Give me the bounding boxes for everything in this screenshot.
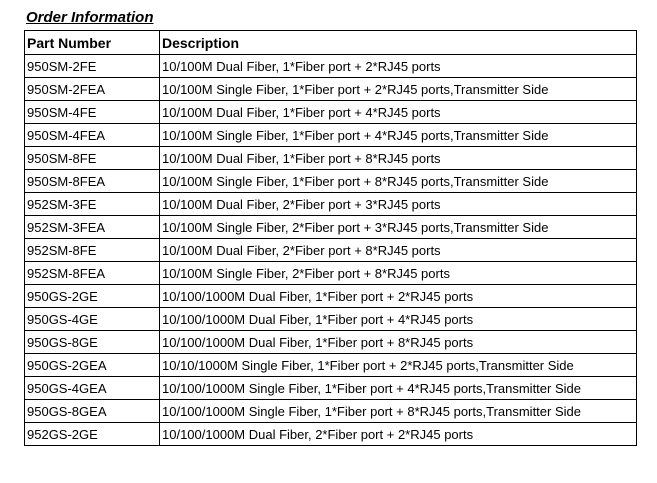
part-number-cell: 950SM-2FE [25, 55, 160, 78]
table-row [25, 262, 637, 285]
table-row [25, 331, 637, 354]
table-row [25, 124, 637, 147]
table-row [25, 170, 637, 193]
header-part-number: Part Number [25, 31, 160, 55]
table-row [25, 239, 637, 262]
part-number-cell: 950GS-4GE [25, 308, 160, 331]
order-information-table [24, 30, 637, 446]
section-title: Order Information [26, 9, 154, 26]
part-number-cell: 950GS-8GE [25, 331, 160, 354]
table-row [25, 147, 637, 170]
description-cell: 10/100M Single Fiber, 1*Fiber port + 2*RJ45 ports,Transmitter Side [160, 78, 637, 101]
description-cell: 10/100/1000M Single Fiber, 1*Fiber port + 8*RJ45 ports,Transmitter Side [160, 400, 637, 423]
table-row [25, 55, 637, 78]
table-row [25, 423, 637, 446]
part-number-cell: 952SM-3FEA [25, 216, 160, 239]
part-number-cell: 952SM-8FEA [25, 262, 160, 285]
description-cell: 10/100M Dual Fiber, 2*Fiber port + 8*RJ45 ports [160, 239, 637, 262]
description-cell: 10/100M Single Fiber, 1*Fiber port + 8*RJ45 ports,Transmitter Side [160, 170, 637, 193]
description-cell: 10/100M Dual Fiber, 1*Fiber port + 8*RJ45 ports [160, 147, 637, 170]
description-cell: 10/100M Dual Fiber, 1*Fiber port + 2*RJ45 ports [160, 55, 637, 78]
description-cell: 10/100/1000M Single Fiber, 1*Fiber port + 4*RJ45 ports,Transmitter Side [160, 377, 637, 400]
part-number-cell: 950GS-2GE [25, 285, 160, 308]
table-row [25, 354, 637, 377]
part-number-cell: 950GS-4GEA [25, 377, 160, 400]
description-cell: 10/10/1000M Single Fiber, 1*Fiber port + 2*RJ45 ports,Transmitter Side [160, 354, 637, 377]
table-row [25, 193, 637, 216]
description-cell: 10/100/1000M Dual Fiber, 1*Fiber port + 4*RJ45 ports [160, 308, 637, 331]
description-cell: 10/100M Single Fiber, 2*Fiber port + 8*RJ45 ports [160, 262, 637, 285]
description-cell: 10/100M Single Fiber, 1*Fiber port + 4*RJ45 ports,Transmitter Side [160, 124, 637, 147]
header-description: Description [160, 31, 637, 55]
description-cell: 10/100M Single Fiber, 2*Fiber port + 3*RJ45 ports,Transmitter Side [160, 216, 637, 239]
part-number-cell: 950GS-2GEA [25, 354, 160, 377]
part-number-cell: 950SM-4FE [25, 101, 160, 124]
table-row [25, 78, 637, 101]
description-cell: 10/100/1000M Dual Fiber, 2*Fiber port + 2*RJ45 ports [160, 423, 637, 446]
table-row [25, 377, 637, 400]
part-number-cell: 952SM-8FE [25, 239, 160, 262]
part-number-cell: 950SM-8FEA [25, 170, 160, 193]
part-number-cell: 952SM-3FE [25, 193, 160, 216]
description-cell: 10/100/1000M Dual Fiber, 1*Fiber port + 8*RJ45 ports [160, 331, 637, 354]
table-row [25, 400, 637, 423]
part-number-cell: 950SM-8FE [25, 147, 160, 170]
table-row [25, 308, 637, 331]
part-number-cell: 950GS-8GEA [25, 400, 160, 423]
part-number-cell: 950SM-4FEA [25, 124, 160, 147]
table-row [25, 216, 637, 239]
description-cell: 10/100M Dual Fiber, 2*Fiber port + 3*RJ45 ports [160, 193, 637, 216]
table-row [25, 101, 637, 124]
part-number-cell: 950SM-2FEA [25, 78, 160, 101]
part-number-cell: 952GS-2GE [25, 423, 160, 446]
table-row [25, 285, 637, 308]
description-cell: 10/100M Dual Fiber, 1*Fiber port + 4*RJ45 ports [160, 101, 637, 124]
description-cell: 10/100/1000M Dual Fiber, 1*Fiber port + 2*RJ45 ports [160, 285, 637, 308]
table-header-row [25, 31, 637, 55]
